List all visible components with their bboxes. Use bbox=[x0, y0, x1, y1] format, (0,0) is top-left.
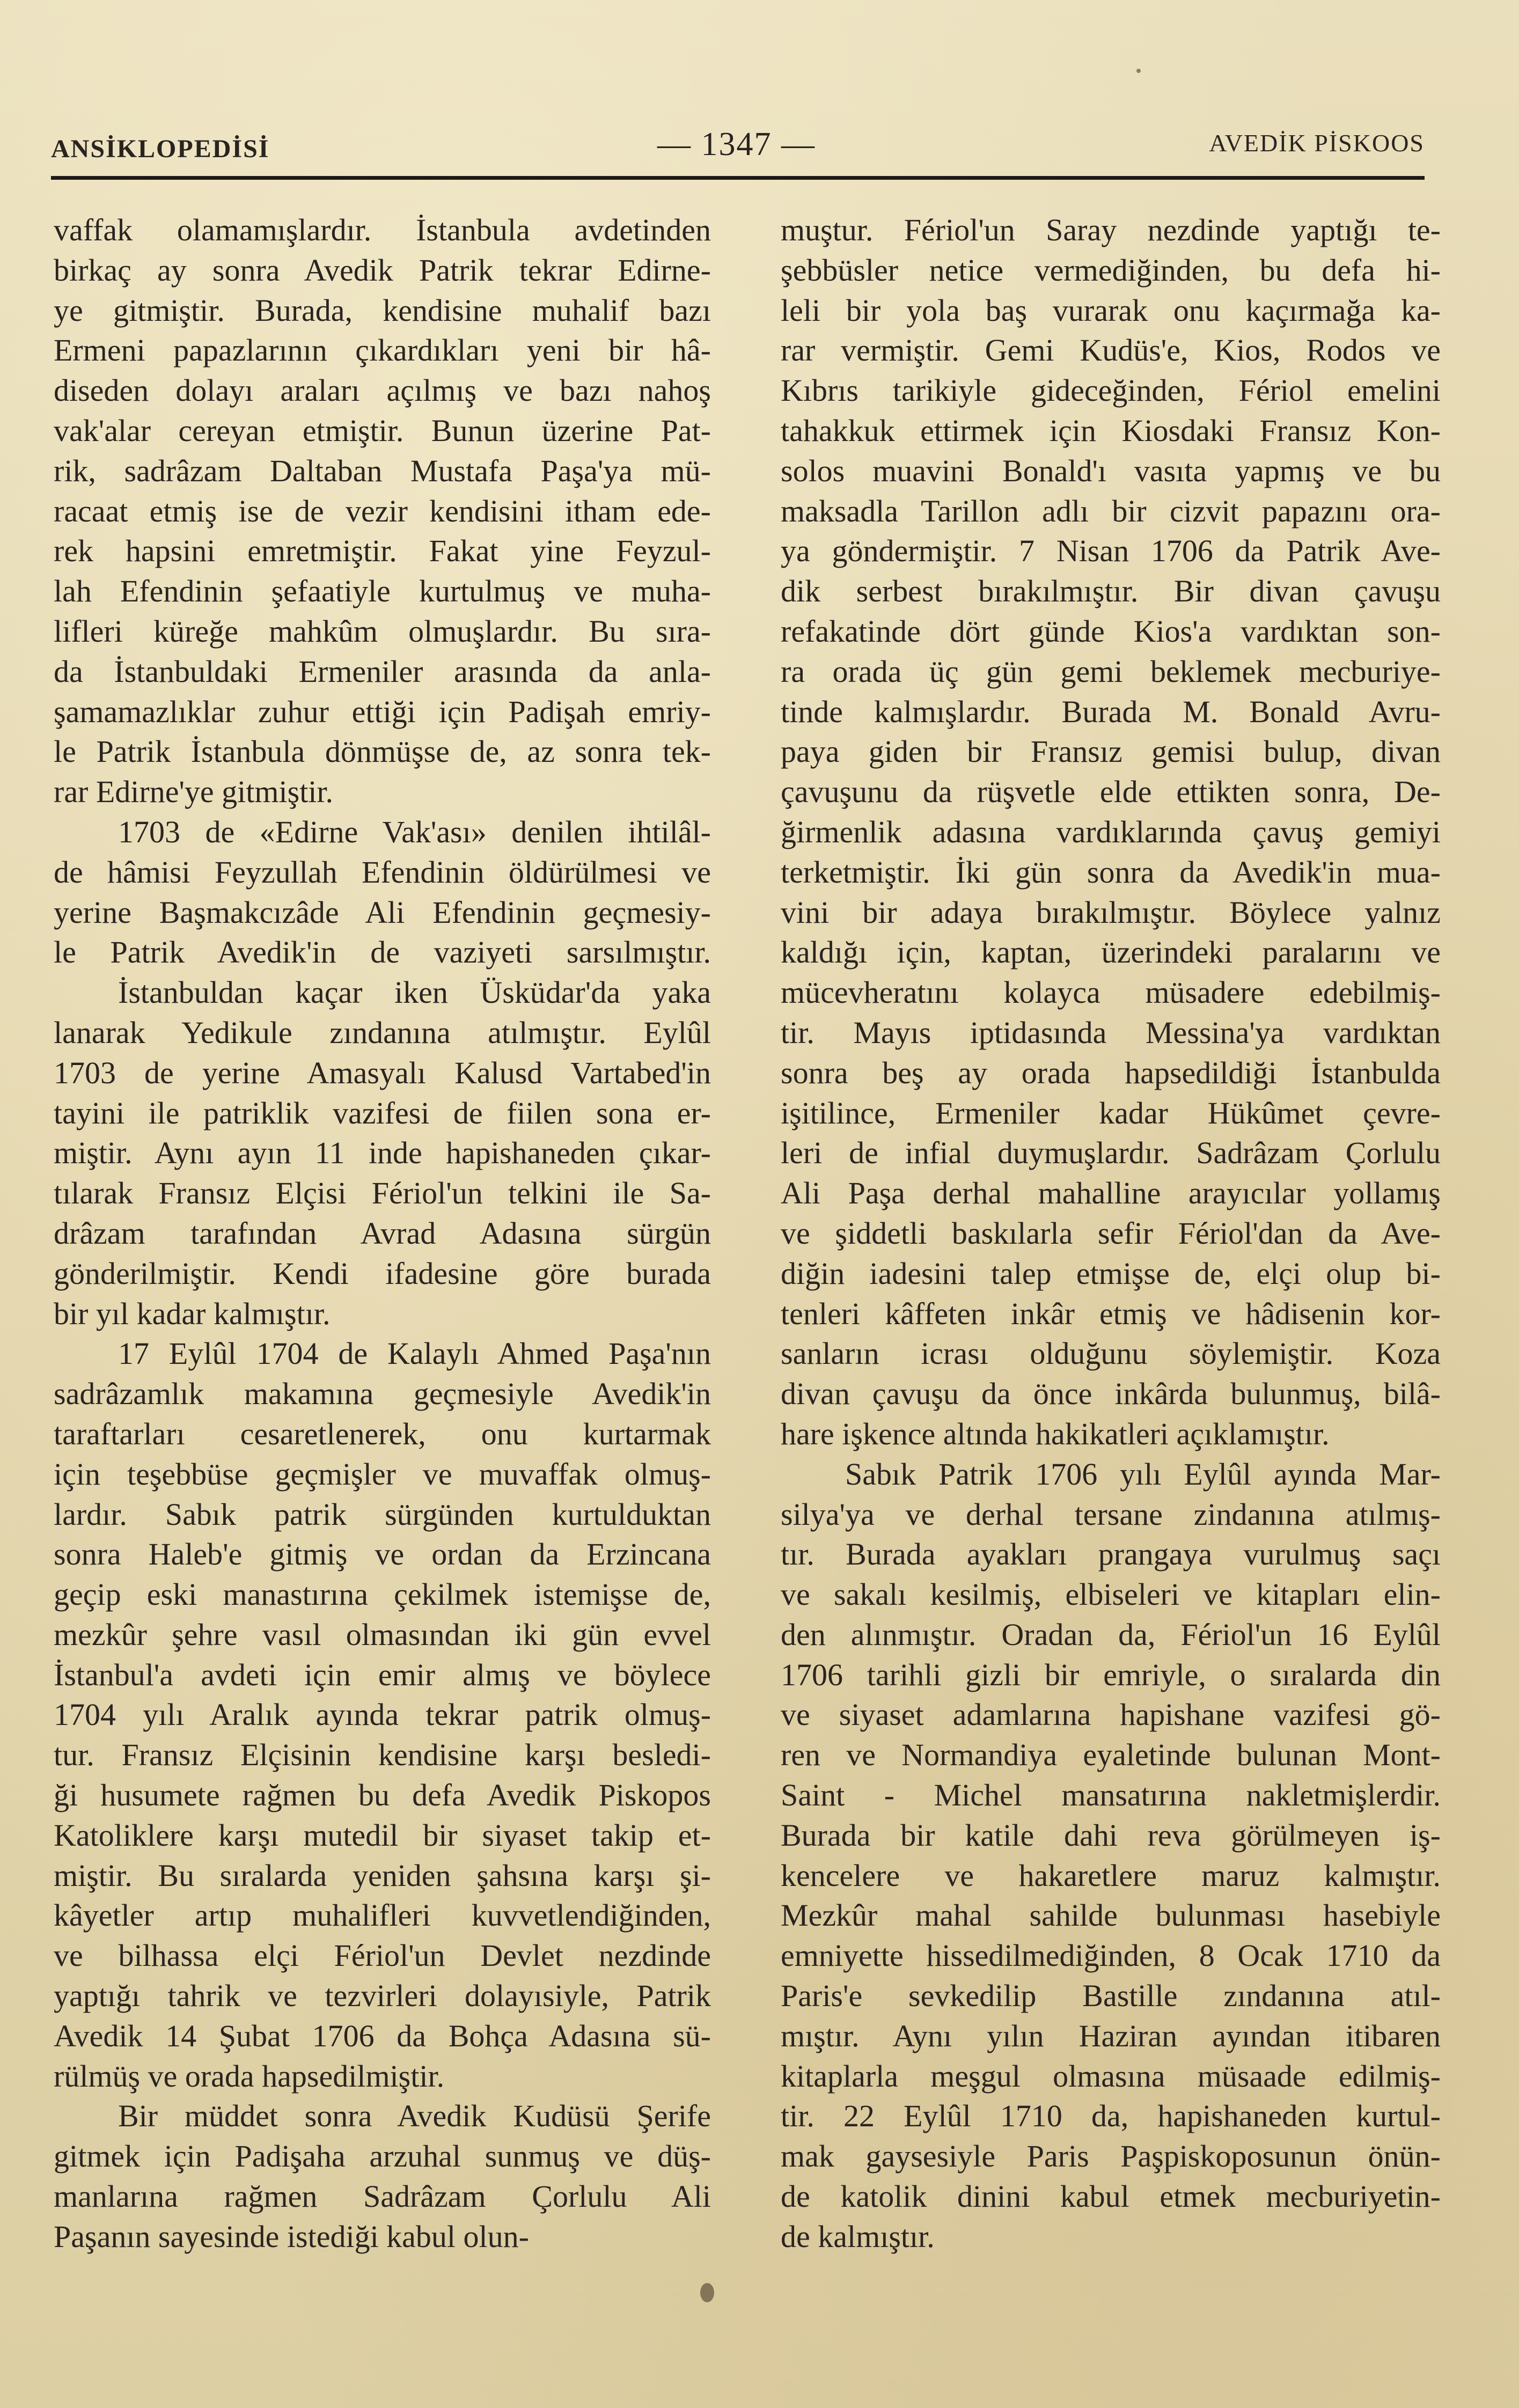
text-line: racaat etmiş ise de vezir kendisini itham ede- bbox=[54, 493, 711, 528]
text-line: Bir müddet sonra Avedik Kudüsü Şerife bbox=[118, 2098, 711, 2134]
text-line: le Patrik İstanbula dönmüşse de, az sonra tek- bbox=[54, 734, 711, 769]
text-line: ve sakalı kesilmiş, elbiseleri ve kitapları elin- bbox=[781, 1577, 1441, 1612]
text-line: İstanbul'a avdeti için emir almış ve böylece bbox=[54, 1657, 711, 1692]
text-line: muştur. Fériol'un Saray nezdinde yaptığı te- bbox=[781, 212, 1441, 247]
text-line: vaffak olamamışlardır. İstanbula avdetinden bbox=[54, 212, 711, 247]
text-line: ye gitmiştir. Burada, kendisine muhalif bazı bbox=[54, 292, 711, 328]
text-line: birkaç ay sonra Avedik Patrik tekrar Edirne- bbox=[54, 252, 711, 288]
text-line: 17 Eylûl 1704 de Kalaylı Ahmed Paşa'nın bbox=[118, 1336, 711, 1371]
text-line: 1704 yılı Aralık ayında tekrar patrik olmuş- bbox=[54, 1697, 711, 1732]
text-line: refakatinde dört günde Kios'a vardıktan son- bbox=[781, 613, 1441, 649]
header-article-title: AVEDİK PİSKOOS bbox=[1209, 129, 1425, 157]
text-line: ğirmenlik adasına vardıklarında çavuş gemiyi bbox=[781, 814, 1441, 849]
text-line: kitaplarla meşgul olmasına müsaade edilmiş- bbox=[781, 2058, 1441, 2094]
text-line: solos muavini Bonald'ı vasıta yapmış ve bu bbox=[781, 453, 1441, 488]
text-line: Sabık Patrik 1706 yılı Eylûl ayında Mar- bbox=[845, 1456, 1441, 1492]
text-line: rülmüş ve orada hapsedilmiştir. bbox=[54, 2058, 445, 2094]
text-line: lifleri küreğe mahkûm olmuşlardır. Bu sıra- bbox=[54, 613, 711, 649]
text-line: de hâmisi Feyzullah Efendinin öldürülmesi ve bbox=[54, 854, 711, 890]
text-line: tenleri kâffeten inkâr etmiş ve hâdisenin kor- bbox=[781, 1296, 1441, 1331]
text-line: maksadla Tarillon adlı bir cizvit papazını ora- bbox=[781, 493, 1441, 528]
text-line: sadrâzamlık makamına geçmesiyle Avedik'in bbox=[54, 1376, 711, 1412]
text-line: Avedik 14 Şubat 1706 da Bohça Adasına sü- bbox=[54, 2018, 711, 2053]
text-line: bir yıl kadar kalmıştır. bbox=[54, 1296, 331, 1331]
text-line: ve bilhassa elçi Fériol'un Devlet nezdinde bbox=[54, 1938, 711, 1973]
text-line: Paşanın sayesinde istediği kabul olun- bbox=[54, 2219, 529, 2254]
text-line: hare işkence altında hakikatleri açıklamıştır. bbox=[781, 1416, 1330, 1451]
text-line: ve şiddetli baskılarla sefir Fériol'dan da Ave- bbox=[781, 1215, 1441, 1251]
text-line: terketmiştir. İki gün sonra da Avedik'in mua- bbox=[781, 854, 1441, 890]
text-line: divan çavuşu da önce inkârda bulunmuş, bilâ- bbox=[781, 1376, 1441, 1412]
text-line: gönderilmiştir. Kendi ifadesine göre burada bbox=[54, 1256, 711, 1291]
text-line: işitilince, Ermeniler kadar Hükûmet çevre- bbox=[781, 1095, 1441, 1130]
text-line: tahakkuk ettirmek için Kiosdaki Fransız Kon- bbox=[781, 413, 1441, 448]
text-line: leli bir yola baş vurarak onu kaçırmağa ka- bbox=[781, 292, 1441, 328]
text-line: dik serbest bırakılmıştır. Bir divan çavuşu bbox=[781, 574, 1441, 609]
text-line: Burada bir katile dahi reva görülmeyen iş- bbox=[781, 1817, 1441, 1853]
ink-speck bbox=[700, 2283, 714, 2302]
text-line: Ermeni papazlarının çıkardıkları yeni bir hâ- bbox=[54, 333, 711, 368]
text-line: 1706 tarihli gizli bir emriyle, o sıralarda din bbox=[781, 1657, 1441, 1692]
text-line: diğin iadesini talep etmişse de, elçi olup bi- bbox=[781, 1256, 1441, 1291]
text-line: silya'ya ve derhal tersane zindanına atılmış- bbox=[781, 1496, 1441, 1532]
text-line: 1703 de «Edirne Vak'ası» denilen ihtilâl- bbox=[118, 814, 711, 849]
text-line: miştir. Bu sıralarda yeniden şahsına karşı şi- bbox=[54, 1858, 711, 1893]
text-line: kaldığı için, kaptan, üzerindeki paralarını ve bbox=[781, 935, 1441, 970]
text-line: paya giden bir Fransız gemisi bulup, divan bbox=[781, 734, 1441, 769]
text-line: kâyetler artıp muhalifleri kuvvetlendiğinden, bbox=[54, 1898, 711, 1933]
text-line: de kalmıştır. bbox=[781, 2219, 935, 2254]
right-column bbox=[781, 210, 1441, 2257]
text-line: rek hapsini emretmiştir. Fakat yine Feyzul- bbox=[54, 533, 711, 569]
text-line: ren ve Normandiya eyaletinde bulunan Mont- bbox=[781, 1737, 1441, 1773]
text-line: İstanbuldan kaçar iken Üsküdar'da yaka bbox=[118, 975, 711, 1010]
text-line: tir. 22 Eylûl 1710 da, hapishaneden kurtul- bbox=[781, 2098, 1441, 2134]
text-line: Ali Paşa derhal mahalline arayıcılar yollamış bbox=[781, 1176, 1441, 1211]
left-column bbox=[54, 210, 711, 2257]
text-line: tinde kalmışlardır. Burada M. Bonald Avru- bbox=[781, 694, 1441, 729]
page-number: — 1347 — bbox=[657, 126, 816, 163]
text-line: leri de infial duymuşlardır. Sadrâzam Çorlulu bbox=[781, 1135, 1441, 1171]
text-line: lardır. Sabık patrik sürgünden kurtulduktan bbox=[54, 1496, 711, 1532]
text-line: tır. Burada ayakları prangaya vurulmuş saçı bbox=[781, 1537, 1441, 1572]
text-line: rik, sadrâzam Daltaban Mustafa Paşa'ya mü- bbox=[54, 453, 711, 488]
text-line: yerine Başmakcızâde Ali Efendinin geçmesiy- bbox=[54, 894, 711, 930]
text-line: manlarına rağmen Sadrâzam Çorlulu Ali bbox=[54, 2179, 711, 2214]
text-line: çavuşunu da rüşvetle elde ettikten sonra, De- bbox=[781, 774, 1441, 810]
text-line: mak gaysesiyle Paris Paşpiskoposunun önün- bbox=[781, 2139, 1441, 2174]
text-line: de katolik dinini kabul etmek mecburiyetin- bbox=[781, 2179, 1441, 2214]
text-line: miştir. Aynı ayın 11 inde hapishaneden çıkar- bbox=[54, 1135, 711, 1171]
text-line: mücevheratını kolayca müsadere edebilmiş- bbox=[781, 975, 1441, 1010]
text-line: ra orada üç gün gemi beklemek mecburiye- bbox=[781, 654, 1441, 689]
text-line: ya göndermiştir. 7 Nisan 1706 da Patrik Ave- bbox=[781, 533, 1441, 569]
ink-speck-small bbox=[1136, 69, 1141, 73]
text-line: Kıbrıs tarikiyle gideceğinden, Fériol emelini bbox=[781, 373, 1441, 408]
text-line: rar Edirne'ye gitmiştir. bbox=[54, 774, 334, 810]
text-line: diseden dolayı araları açılmış ve bazı nahoş bbox=[54, 373, 711, 408]
text-line: şebbüsler netice vermediğinden, bu defa hi- bbox=[781, 252, 1441, 288]
text-line: den alınmıştır. Oradan da, Fériol'un 16 Eylûl bbox=[781, 1617, 1441, 1652]
page-header bbox=[51, 122, 1425, 171]
text-line: rar vermiştir. Gemi Kudüs'e, Kios, Rodos ve bbox=[781, 333, 1441, 368]
text-line: tılarak Fransız Elçisi Fériol'un telkini ile Sa- bbox=[54, 1176, 711, 1211]
text-line: gitmek için Padişaha arzuhal sunmuş ve düş- bbox=[54, 2139, 711, 2174]
text-line: tir. Mayıs iptidasında Messina'ya vardıktan bbox=[781, 1015, 1441, 1050]
text-line: lah Efendinin şefaatiyle kurtulmuş ve muha- bbox=[54, 574, 711, 609]
text-line: ve siyaset adamlarına hapishane vazifesi gö- bbox=[781, 1697, 1441, 1732]
text-line: Mezkûr mahal sahilde bulunması hasebiyle bbox=[781, 1898, 1441, 1933]
header-encyclopedia-label: ANSİKLOPEDİSİ bbox=[51, 135, 270, 163]
text-line: kencelere ve hakaretlere maruz kalmıştır. bbox=[781, 1858, 1441, 1893]
text-line: drâzam tarafından Avrad Adasına sürgün bbox=[54, 1215, 711, 1251]
text-line: taraftarları cesaretlenerek, onu kurtarmak bbox=[54, 1416, 711, 1451]
text-line: tur. Fransız Elçisinin kendisine karşı besledi- bbox=[54, 1737, 711, 1773]
text-line: için teşebbüse geçmişler ve muvaffak olmuş- bbox=[54, 1456, 711, 1492]
text-line: 1703 de yerine Amasyalı Kalusd Vartabed'in bbox=[54, 1055, 711, 1090]
text-line: geçip eski manastırına çekilmek istemişse de, bbox=[54, 1577, 711, 1612]
text-line: da İstanbuldaki Ermeniler arasında da anla- bbox=[54, 654, 711, 689]
text-line: Katoliklere karşı mutedil bir siyaset takip et- bbox=[54, 1817, 711, 1853]
text-line: tayini ile patriklik vazifesi de fiilen sona er- bbox=[54, 1095, 711, 1130]
text-line: vini bir adaya bırakılmıştır. Böylece yalnız bbox=[781, 894, 1441, 930]
text-line: Paris'e sevkedilip Bastille zındanına atıl- bbox=[781, 1978, 1441, 2014]
text-line: mezkûr şehre vasıl olmasından iki gün evvel bbox=[54, 1617, 711, 1652]
text-line: emniyette hissedilmediğinden, 8 Ocak 1710 da bbox=[781, 1938, 1441, 1973]
text-line: sonra Haleb'e gitmiş ve ordan da Erzincana bbox=[54, 1537, 711, 1572]
text-line: sanların icrası olduğunu söylemiştir. Koza bbox=[781, 1336, 1441, 1371]
text-line: sonra beş ay orada hapsedildiği İstanbulda bbox=[781, 1055, 1441, 1090]
text-line: vak'alar cereyan etmiştir. Bunun üzerine Pat- bbox=[54, 413, 711, 448]
text-line: yaptığı tahrik ve tezvirleri dolayısiyle, Patrik bbox=[54, 1978, 711, 2014]
text-line: lanarak Yedikule zındanına atılmıştır. Eylûl bbox=[54, 1015, 711, 1050]
text-line: şamamazlıklar zuhur ettiği için Padişah emriy- bbox=[54, 694, 711, 729]
header-rule bbox=[51, 176, 1425, 180]
text-line: Saint - Michel mansatırına nakletmişlerdir. bbox=[781, 1778, 1441, 1813]
text-line: mıştır. Aynı yılın Haziran ayından itibaren bbox=[781, 2018, 1441, 2053]
text-line: le Patrik Avedik'in de vaziyeti sarsılmıştır. bbox=[54, 935, 711, 970]
text-line: ği husumete rağmen bu defa Avedik Piskopos bbox=[54, 1778, 711, 1813]
